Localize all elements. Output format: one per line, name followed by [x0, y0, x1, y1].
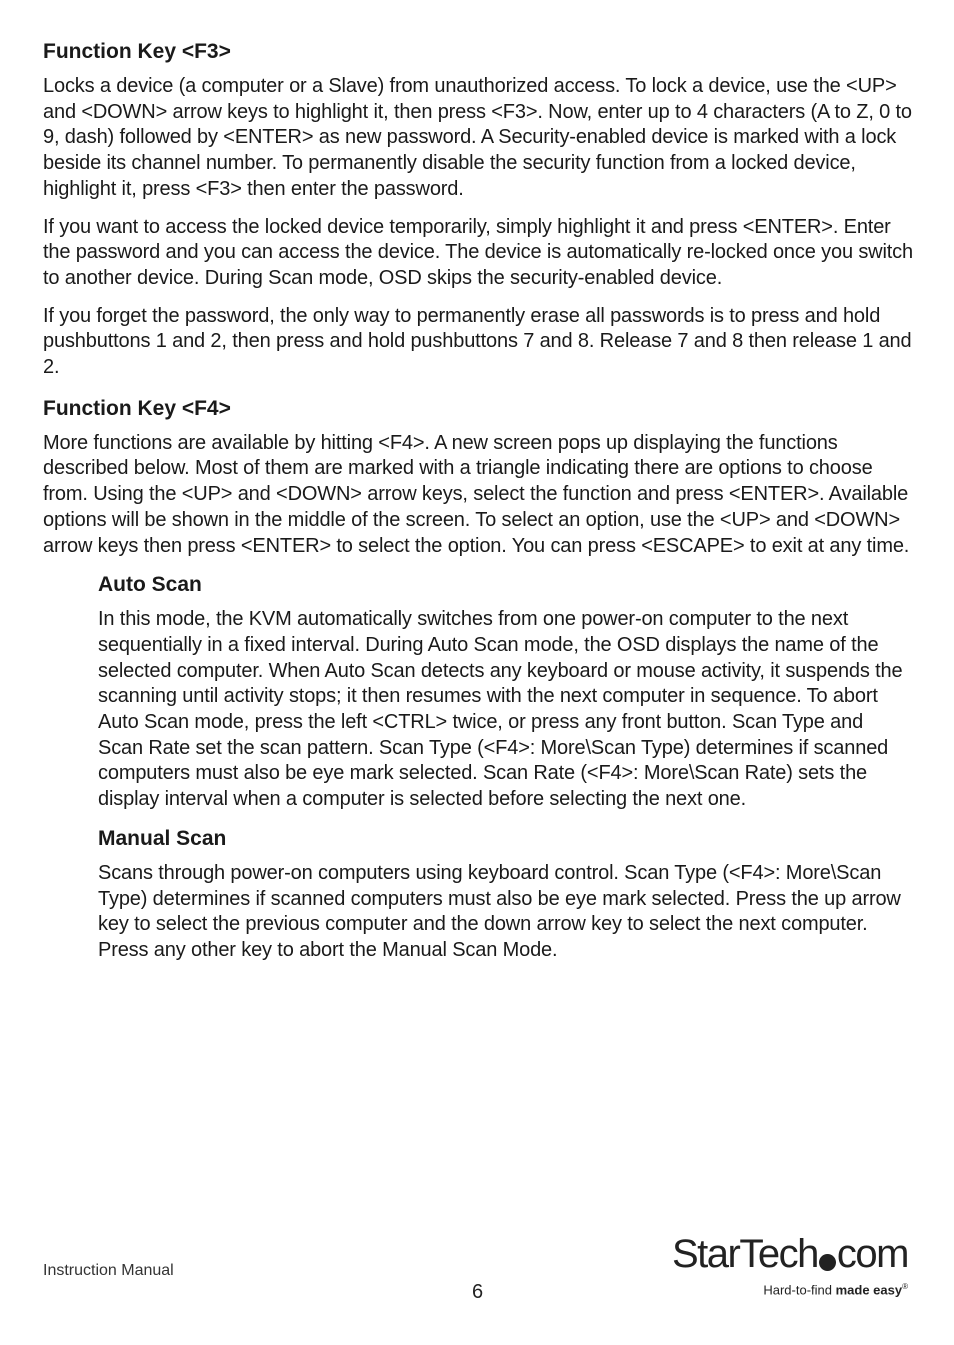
- auto-scan-section: [98, 571, 913, 813]
- logo-tagline: [763, 1282, 908, 1297]
- startech-logo: [672, 1232, 912, 1304]
- page-content: [43, 38, 913, 976]
- f3-paragraph-1: Locks a device (a computer or a Slave) from unauthorized access. To lock a device, use the <UP> and <DOWN> arrow keys to highlight it, then press <F3>. Now, enter up to 4 characters (A to Z, 0 to 9, dash) followed by <ENTER> as new password. A Security-enabled device is marked with a lock beside its channel number. To permanently disable the security function from a locked device, highlight it, press <F3> then enter the password.: [43, 75, 912, 200]
- logo-text-main: StarTech: [672, 1232, 818, 1276]
- auto-scan-paragraph: In this mode, the KVM automatically switches from one power-on computer to the next sequentially in a fixed interval. During Auto Scan mode, the OSD displays the name of the selected computer. When Auto Scan detects any keyboard or mouse activity, it suspends the scanning until activity stops; it then resumes with the next computer in sequence. To abort Auto Scan mode, press the left <CTRL> twice, or press any front button. Scan Type and Scan Rate set the scan pattern. Scan Type (<F4>: More\Scan Type) determines if scanned computers must also be eye mark selected. Scan Rate (<F4>: More\Scan Rate) sets the display interval when a computer is selected before selecting the next one.: [98, 608, 903, 811]
- footer-manual-label: Instruction Manual: [43, 1262, 174, 1279]
- tagline-registered-mark: ®: [902, 1282, 908, 1291]
- tagline-regular: Hard-to-find: [763, 1282, 836, 1298]
- logo-wordmark: [672, 1232, 912, 1276]
- logo-dot-icon: [819, 1254, 836, 1271]
- manual-scan-heading: Manual Scan: [98, 826, 227, 850]
- f3-paragraph-2: If you want to access the locked device temporarily, simply highlight it and press <ENTER>. Enter the password and you can access the device. The device is automatically re-locked once you switch to another device. During Scan mode, OSD skips the security-enabled device.: [43, 215, 913, 289]
- f3-heading: Function Key <F3>: [43, 40, 231, 63]
- tagline-bold: made easy: [835, 1282, 903, 1298]
- manual-scan-section: [98, 825, 913, 964]
- f4-heading: Function Key <F4>: [43, 396, 231, 420]
- page-number: 6: [472, 1281, 484, 1303]
- logo-text-domain: com: [836, 1232, 908, 1276]
- f3-paragraph-3: If you forget the password, the only way to permanently erase all passwords is to press and hold pushbuttons 1 and 2, then press and hold pushbuttons 7 and 8. Release 7 and 8 then release 1 and 2.: [43, 304, 912, 379]
- auto-scan-heading: Auto Scan: [98, 573, 202, 597]
- manual-scan-paragraph: Scans through power-on computers using keyboard control. Scan Type (<F4>: More\Scan Type) determines if scanned computers must also be eye mark selected. Press the up arrow key to select the previous computer and the down arrow key to select the next computer. Press any other key to abort the Manual Scan Mode.: [98, 861, 901, 961]
- f4-paragraph: More functions are available by hitting <F4>. A new screen pops up displaying the functions described below. Most of them are marked with a triangle indicating there are options to choose from. Using the <UP> and <DOWN> arrow keys, select the function and press <ENTER>. Available options will be shown in the middle of the screen. To select an option, use the <UP> and <DOWN> arrow keys then press <ENTER> to select the option. You can press <ESCAPE> to exit at any time.: [43, 431, 910, 557]
